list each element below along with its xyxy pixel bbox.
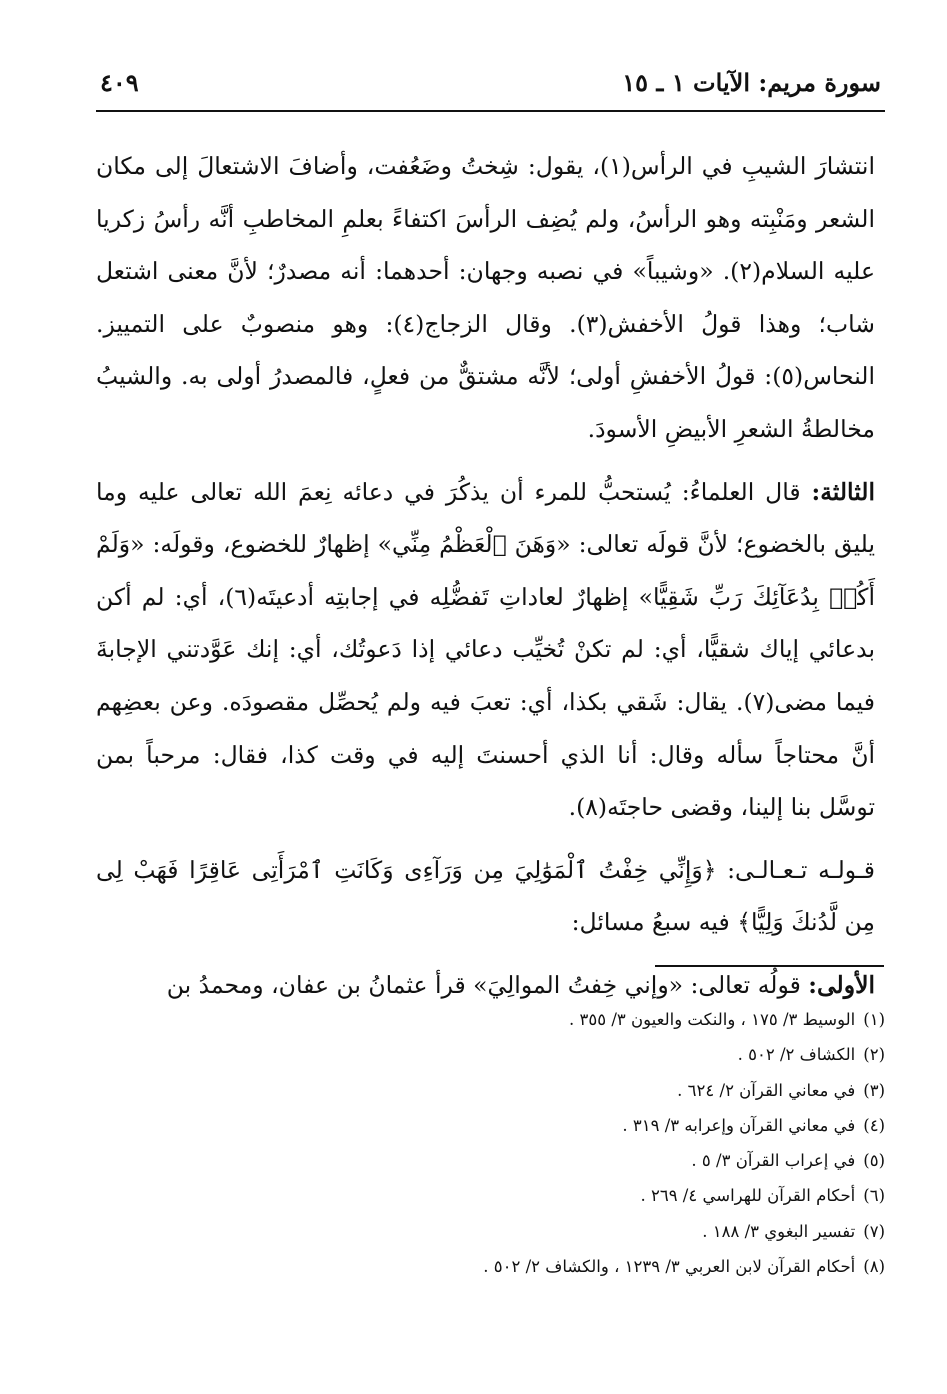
paragraph-lead: الأولى: (808, 970, 875, 999)
footnote-number: (٤) (863, 1115, 885, 1135)
paragraph-text: قال العلماءُ: يُستحبُّ للمرء أن يذكُرَ في دعائه نِعمَ الله تعالى عليه وما يليق بالخضوع؛ لأنَّ قولَه تعالى: «وَهَنَ ٱلْعَظْمُ مِنِّي» إظهارٌ للخضوع، وقولَه: «وَلَمْ أَكُنۢ بِدُعَآئِكَ رَبِّ شَقِيًّا» إظهارٌ لعاداتِ تَفضُّلِه في إجابتِه أدعيتَه(٦)، أي: لم أكن بدعائي إياك شقيًّا، أي: لم تكنْ تُخيِّب دعائي إذا دَعوتُك، أي: إنك عَوَّدتني الإجابةَ فيما مضى(٧). يقال: شَقي بكذا، أي: تعبَ فيه ولم يُحصِّل مقصودَه. وعن بعضِهم أنَّ محتاجاً سأله وقال: أنا الذي أحسنتَ إليه في وقت كذا، فقال: مرحباً بمن توسَّل بنا إلينا، وقضى حاجتَه(٨). (96, 477, 875, 822)
paragraph (96, 844, 875, 949)
footnote-number: (٢) (863, 1045, 885, 1065)
paragraph-text: قولُه تعالى: «وإني خِفتُ الموالِيَ» قرأ عثمانُ بن عفان، ومحمدُ بن (166, 970, 809, 999)
main-text (96, 140, 875, 1012)
footnote-number: (٥) (863, 1151, 885, 1171)
footnote (96, 1002, 885, 1037)
footnote (96, 1143, 885, 1178)
footnote (96, 1037, 885, 1072)
footnote-text: في إعراب القرآن ٣/ ٥ . (691, 1151, 856, 1171)
footnote-text: في معاني القرآن ٢/ ٦٢٤ . (677, 1080, 856, 1100)
running-header (96, 62, 885, 112)
footnote-number: (٨) (863, 1257, 885, 1277)
footnote (96, 1249, 885, 1284)
footnote-text: تفسير البغوي ٣/ ١٨٨ . (702, 1221, 856, 1241)
footnote (96, 1108, 885, 1143)
footnote-text: الوسيط ٣/ ١٧٥ ، والنكت والعيون ٣/ ٣٥٥ . (568, 1010, 856, 1029)
paragraph-text: انتشارَ الشيبِ في الرأس(١)، يقول: شِختُ وضَعُفت، وأضافَ الاشتعالَ إلى مكان الشعر ومَنْبِته وهو الرأسُ، ولم يُضِف الرأسَ اكتفاءً بعلمِ المخاطبِ أنَّه رأسُ زكريا عليه السلام(٢). «وشيباً» في نصبه وجهان: أحدهما: أنه مصدرٌ؛ لأنَّ معنى اشتعل شاب؛ وهذا قولُ الأخفش(٣). وقال الزجاج(٤): وهو منصوبٌ على التمييز. النحاس(٥): قولُ الأخفشِ أولى؛ لأنَّه مشتقٌّ من فعلٍ، فالمصدرُ أولى به. والشيبُ مخالطةُ الشعرِ الأبيضِ الأسودَ. (96, 152, 876, 443)
footnote-number: (٦) (863, 1186, 885, 1206)
footnote (96, 1214, 885, 1249)
footnote-text: أحكام القرآن لابن العربي ٣/ ١٢٣٩ ، والكشاف ٢/ ٥٠٢ . (483, 1257, 856, 1277)
footnote (96, 1073, 885, 1108)
footnote (96, 1178, 885, 1213)
footnotes (96, 1002, 885, 1284)
footnote-text: أحكام القرآن للهراسي ٤/ ٢٦٩ . (640, 1186, 856, 1206)
footnote-number: (٣) (863, 1080, 885, 1100)
chapter-title: سورة مريم: الآيات ١ ـ ١٥ (622, 68, 881, 97)
footnote-text: الكشاف ٢/ ٥٠٢ . (737, 1045, 856, 1065)
footnote-text: في معاني القرآن وإعرابه ٣/ ٣١٩ . (622, 1115, 856, 1135)
paragraph-text: قـولـه تـعـالـى: ﴿وَإِنِّي خِفْتُ ٱلْمَوَٰلِيَ مِن وَرَآءِى وَكَانَتِ ٱمْرَأَتِى عَاقِرًا فَهَبْ لِى مِن لَّدُنكَ وَلِيًّا﴾ فيه سبعُ مسائل: (96, 855, 875, 937)
footnote-separator (655, 965, 884, 967)
paragraph (96, 140, 875, 456)
paragraph (96, 466, 875, 834)
page-number: ٤٠٩ (100, 68, 139, 97)
paragraph-lead: الثالثة: (811, 477, 875, 506)
footnote-number: (٧) (863, 1221, 885, 1241)
footnote-number: (١) (863, 1010, 885, 1029)
